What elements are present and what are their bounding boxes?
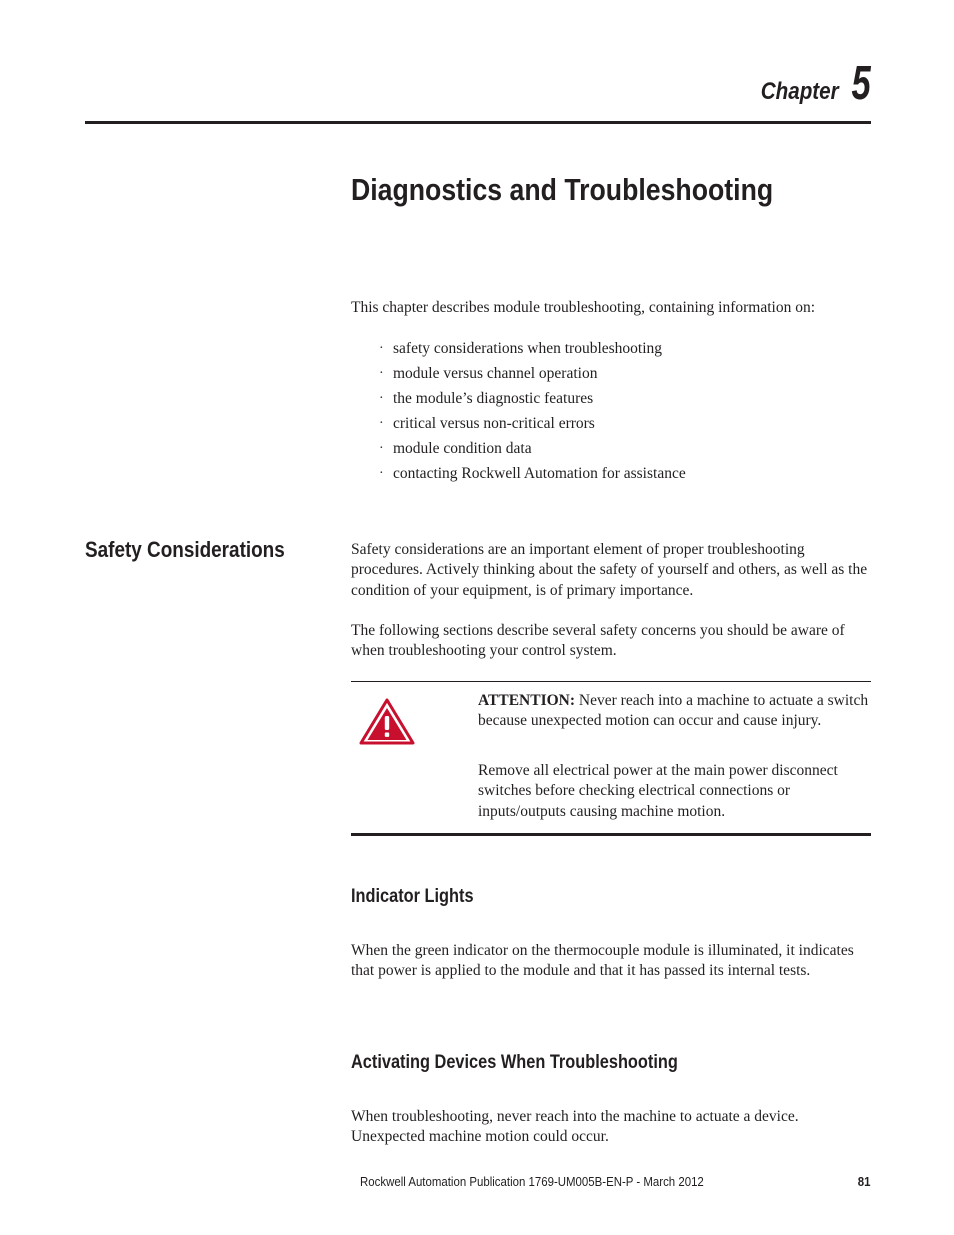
list-item-text: the module’s diagnostic features	[393, 390, 594, 407]
activating-paragraph: When troubleshooting, never reach into the machine to actuate a device. Unexpected machine motion could occur.	[351, 1108, 799, 1146]
list-item-text: safety considerations when troubleshooting	[393, 340, 663, 357]
list-item	[379, 389, 686, 414]
list-item	[379, 364, 686, 389]
indicator-paragraph: When the green indicator on the thermocouple module is illuminated, it indicates that power is applied to the module and that it has passed its internal tests.	[351, 942, 854, 980]
bullet-icon: ·	[379, 441, 384, 456]
footer-publication: Rockwell Automation Publication 1769-UM005B-EN-P - March 2012	[360, 1174, 704, 1189]
bullet-icon: ·	[379, 466, 384, 481]
warning-triangle-icon	[359, 697, 415, 745]
chapter-number: 5	[851, 57, 871, 110]
subheading-activating-devices: Activating Devices When Troubleshooting	[351, 1052, 678, 1073]
list-item-text: critical versus non-critical errors	[393, 415, 595, 432]
section-heading-safety: Safety Considerations	[85, 537, 285, 562]
safety-paragraph-2: The following sections describe several safety concerns you should be aware of when troubleshooting your control system.	[351, 622, 845, 660]
chapter-label: Chapter	[761, 78, 839, 105]
list-item	[379, 414, 686, 439]
attention-paragraph-1	[478, 691, 871, 732]
chapter-title: Diagnostics and Troubleshooting	[351, 172, 774, 207]
list-item-text: module condition data	[393, 440, 532, 457]
page-number: 81	[857, 1174, 870, 1189]
subheading-indicator-lights: Indicator Lights	[351, 886, 474, 907]
list-item	[379, 439, 686, 464]
bullet-icon: ·	[379, 416, 384, 431]
list-item-text: module versus channel operation	[393, 365, 598, 382]
attention-bottom-rule	[351, 833, 871, 836]
attention-label: ATTENTION:	[478, 692, 576, 709]
list-item	[379, 464, 686, 489]
list-item	[379, 339, 686, 364]
list-item-text: contacting Rockwell Automation for assistance	[393, 465, 686, 482]
attention-paragraph-2: Remove all electrical power at the main power disconnect switches before checking electrical connections or inputs/outputs causing machine motion.	[478, 762, 838, 820]
bullet-icon: ·	[379, 341, 384, 356]
chapter-rule	[85, 121, 871, 124]
attention-top-rule	[351, 681, 871, 682]
bullet-icon: ·	[379, 391, 384, 406]
intro-paragraph: This chapter describes module troubleshooting, containing information on:	[351, 299, 816, 316]
safety-paragraph-1: Safety considerations are an important element of proper troubleshooting procedures. Actively thinking about the safety of yourself and others, as well as the condition of your equipment, is of primary importance.	[351, 541, 868, 599]
attention-text-1: Never reach into a machine to actuate a switch because unexpected motion can occur and cause injury.	[478, 692, 869, 730]
topic-list	[379, 339, 686, 489]
bullet-icon: ·	[379, 366, 384, 381]
